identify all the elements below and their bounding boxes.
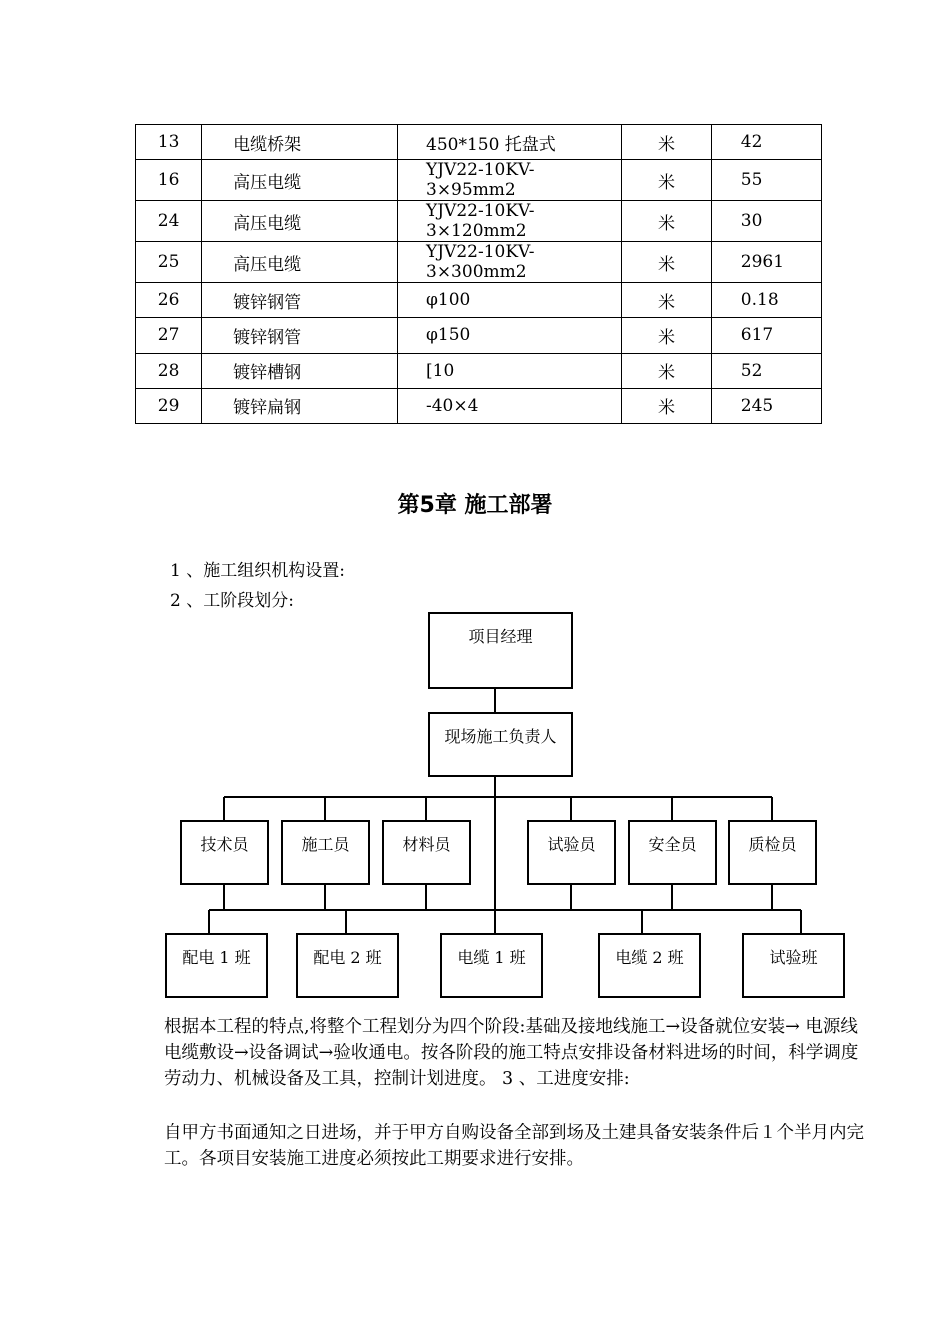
cell-name: 高压电缆 <box>202 201 398 242</box>
cell-spec: YJV22-10KV-3×300mm2 <box>398 242 622 283</box>
cell-unit: 米 <box>622 283 712 318</box>
cell-name: 镀锌钢管 <box>202 318 398 353</box>
cell-name: 高压电缆 <box>202 242 398 283</box>
cell-spec: YJV22-10KV-3×120mm2 <box>398 201 622 242</box>
cell-quantity: 617 <box>711 318 821 353</box>
cell-unit: 米 <box>622 318 712 353</box>
cell-spec: 450*150 托盘式 <box>398 125 622 160</box>
org-box-team: 试验班 <box>742 933 845 998</box>
materials-table <box>135 124 822 424</box>
cell-unit: 米 <box>622 125 712 160</box>
cell-name: 高压电缆 <box>202 160 398 201</box>
table-row <box>136 353 822 388</box>
chapter-title: 第5章 施工部署 <box>397 493 553 518</box>
org-box-manager: 项目经理 <box>428 612 573 689</box>
org-box-staff: 材料员 <box>382 820 471 885</box>
section-item-org: 1 、施工组织机构设置: <box>170 561 345 581</box>
cell-index: 16 <box>136 160 202 201</box>
cell-spec: [10 <box>398 353 622 388</box>
cell-quantity: 42 <box>711 125 821 160</box>
table-row <box>136 388 822 423</box>
org-box-team: 电缆 1 班 <box>440 933 543 998</box>
cell-spec: YJV22-10KV-3×95mm2 <box>398 160 622 201</box>
org-box-staff: 安全员 <box>628 820 717 885</box>
org-box-site-lead: 现场施工负责人 <box>428 712 573 777</box>
cell-spec: φ100 <box>398 283 622 318</box>
cell-index: 28 <box>136 353 202 388</box>
cell-name: 镀锌扁钢 <box>202 388 398 423</box>
org-box-team: 配电 2 班 <box>296 933 399 998</box>
cell-name: 镀锌槽钢 <box>202 353 398 388</box>
org-box-staff: 质检员 <box>728 820 817 885</box>
paragraph-phases: 根据本工程的特点,将整个工程划分为四个阶段:基础及接地线施工→设备就位安装→ 电源线电缆敷设→设备调试→验收通电。按各阶段的施工特点安排设备材料进场的时间，科学调度劳动力、机械设备及工具，控制计划进度。 3 、工进度安排: <box>164 1017 859 1089</box>
cell-unit: 米 <box>622 160 712 201</box>
org-box-team: 电缆 2 班 <box>598 933 701 998</box>
cell-spec: φ150 <box>398 318 622 353</box>
cell-index: 29 <box>136 388 202 423</box>
cell-unit: 米 <box>622 388 712 423</box>
table-row <box>136 242 822 283</box>
cell-unit: 米 <box>622 353 712 388</box>
cell-index: 24 <box>136 201 202 242</box>
cell-spec: -40×4 <box>398 388 622 423</box>
table-row <box>136 160 822 201</box>
cell-unit: 米 <box>622 201 712 242</box>
cell-quantity: 55 <box>711 160 821 201</box>
cell-quantity: 2961 <box>711 242 821 283</box>
cell-index: 25 <box>136 242 202 283</box>
table-row <box>136 318 822 353</box>
cell-index: 13 <box>136 125 202 160</box>
cell-index: 26 <box>136 283 202 318</box>
cell-quantity: 30 <box>711 201 821 242</box>
cell-unit: 米 <box>622 242 712 283</box>
table-row <box>136 201 822 242</box>
cell-index: 27 <box>136 318 202 353</box>
paragraph-schedule: 自甲方书面通知之日进场，并于甲方自购设备全部到场及土建具备安装条件后１个半月内完工。各项目安装施工进度必须按此工期要求进行安排。 <box>164 1123 864 1169</box>
cell-name: 镀锌钢管 <box>202 283 398 318</box>
table-row <box>136 283 822 318</box>
org-box-team: 配电 1 班 <box>165 933 268 998</box>
cell-name: 电缆桥架 <box>202 125 398 160</box>
org-box-staff: 试验员 <box>527 820 616 885</box>
org-box-staff: 施工员 <box>281 820 370 885</box>
cell-quantity: 245 <box>711 388 821 423</box>
cell-quantity: 52 <box>711 353 821 388</box>
section-item-phases: 2 、工阶段划分: <box>170 591 294 611</box>
cell-quantity: 0.18 <box>711 283 821 318</box>
org-box-staff: 技术员 <box>180 820 269 885</box>
table-row <box>136 125 822 160</box>
